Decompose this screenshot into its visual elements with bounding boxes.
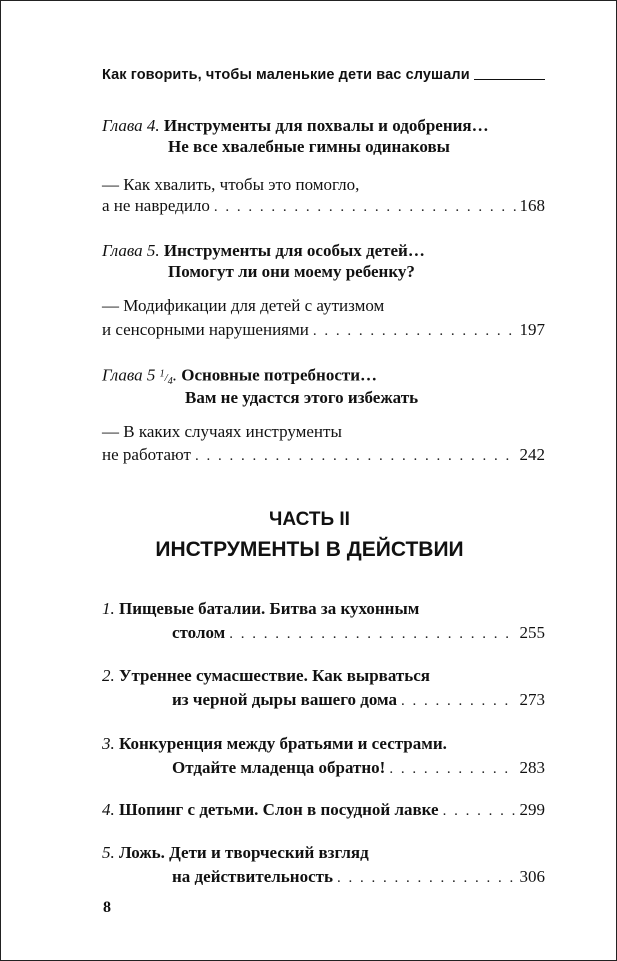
entry-text: Шопинг с детьми. Слон в посудной лавке (119, 800, 439, 819)
toc-section-1-title (102, 599, 419, 619)
toc-section-5-title (102, 843, 369, 863)
running-head-text: Как говорить, чтобы маленькие дети вас слушали (102, 67, 470, 83)
dot-leader (389, 759, 515, 779)
page-number: 255 (519, 623, 545, 642)
section-title: Конкуренция между братьями и сестрами. (119, 734, 447, 753)
part-title: ИНСТРУМЕНТЫ В ДЕЙСТВИИ (155, 538, 464, 561)
entry-text: и сенсорными нарушениями (102, 320, 309, 339)
toc-section-4-entry[interactable] (102, 800, 545, 821)
chapter-title: Инструменты для похвалы и одобрения… (163, 116, 489, 135)
entry-text: из черной дыры вашего дома (172, 690, 398, 709)
part-number: ЧАСТЬ II (269, 509, 350, 530)
entry-text: на действительность (172, 867, 333, 886)
chapter-title: Основные потребности… (181, 365, 378, 385)
chapter-fraction: $^1/_4$ (159, 368, 173, 387)
page-number: 197 (519, 320, 545, 339)
dot-leader (214, 197, 516, 217)
toc-section-1-entry[interactable] (172, 623, 545, 644)
dot-leader (401, 691, 515, 711)
folio-page-number: 8 (103, 899, 111, 916)
page-number: 306 (519, 867, 545, 886)
page-number: 242 (519, 445, 545, 464)
section-title: Ложь. Дети и творческий взгляд (119, 843, 369, 862)
entry-text: Отдайте младенца обратно! (172, 758, 386, 777)
toc-chapter-5-quarter-desc: — В каких случаях инструменты (102, 422, 342, 441)
dot-leader (195, 446, 516, 466)
section-title: Утреннее сумасшествие. Как вырваться (119, 666, 430, 685)
section-number: 3. (102, 734, 115, 753)
toc-chapter-5-quarter-subtitle: Вам не удастся этого избежать (185, 388, 419, 407)
toc-section-3-entry[interactable] (172, 758, 545, 779)
toc-chapter-4-desc: — Как хвалить, чтобы это помогло, (102, 175, 360, 194)
chapter-label: Глава 5 (102, 365, 156, 385)
toc-section-2-title (102, 666, 430, 686)
toc-chapter-4-subtitle: Не все хвалебные гимны одинаковы (168, 137, 450, 156)
chapter-title: Инструменты для особых детей… (163, 241, 425, 260)
running-head (102, 67, 545, 83)
section-title: Пищевые баталии. Битва за кухонным (119, 599, 420, 618)
toc-chapter-5-subtitle: Помогут ли они моему ребенку? (168, 262, 415, 281)
section-number: 4. (102, 800, 115, 819)
page-number: 273 (519, 690, 545, 709)
entry-text: столом (172, 623, 226, 642)
toc-chapter-4-title (102, 116, 489, 136)
section-number: 5. (102, 843, 115, 862)
toc-chapter-5-quarter-entry[interactable] (102, 445, 545, 466)
toc-section-5-entry[interactable] (172, 867, 545, 888)
toc-chapter-5-quarter-title: Глава 5 $^1/_4$. Основные потребности… (102, 365, 378, 387)
toc-chapter-5-entry[interactable] (102, 320, 545, 341)
dot-leader (337, 868, 516, 888)
page-number: 283 (519, 758, 545, 777)
toc-section-3-title (102, 734, 447, 754)
toc-chapter-5-desc: — Модификации для детей с аутизмом (102, 296, 385, 315)
section-number: 2. (102, 666, 115, 685)
dot-leader (443, 801, 516, 821)
chapter-label: Глава 4. (102, 116, 160, 135)
toc-section-2-entry[interactable] (172, 690, 545, 711)
dot-leader (229, 624, 515, 644)
section-number: 1. (102, 599, 115, 618)
entry-text: а не навредило (102, 196, 210, 215)
page-number: 168 (519, 196, 545, 215)
chapter-label: Глава 5. (102, 241, 160, 260)
entry-text: не работают (102, 445, 191, 464)
toc-chapter-4-entry[interactable] (102, 196, 545, 217)
page-number: 299 (519, 800, 545, 819)
running-head-rule (474, 79, 545, 80)
dot-leader (313, 321, 516, 341)
toc-chapter-5-title (102, 241, 425, 261)
